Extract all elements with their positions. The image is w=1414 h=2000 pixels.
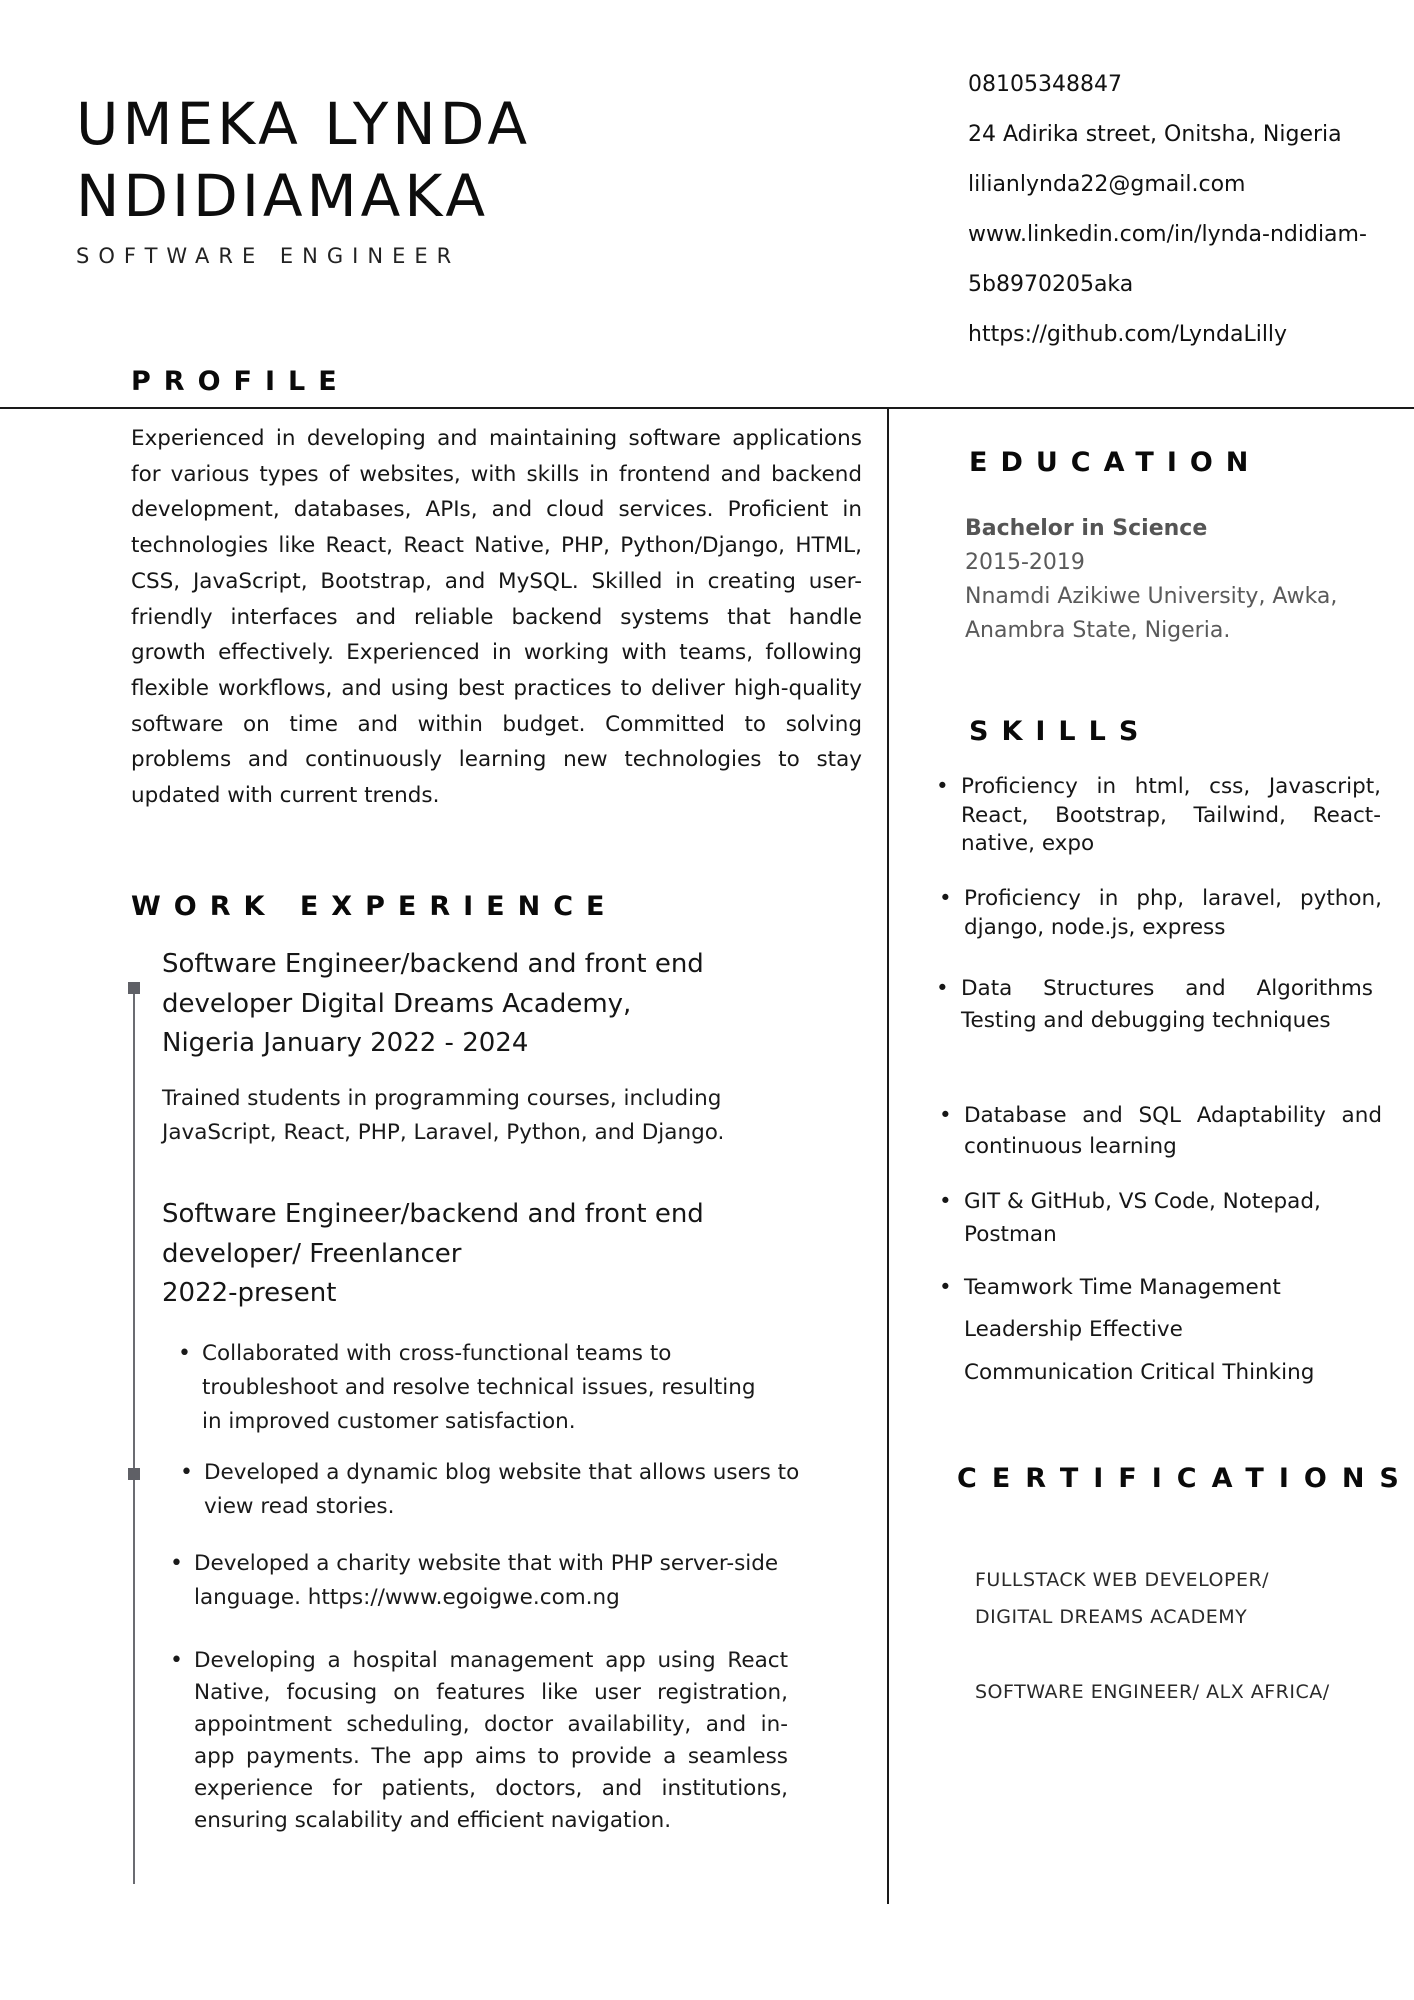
bullet-icon: • (939, 1103, 952, 1128)
phone-number: 08105348847 (968, 72, 1122, 97)
bullet-text: Collaborated with cross-functional teams to troubleshoot and resolve technical issues, resulting in improved customer satisfaction. (202, 1341, 756, 1434)
bullet-icon: • (170, 1648, 183, 1673)
skills-heading: SKILLS (969, 716, 1152, 747)
skill-text: Teamwork Time Management Leadership Effective Communication Critical Thinking (964, 1275, 1315, 1385)
job-1-title (162, 945, 802, 1064)
education-entry (965, 512, 1337, 648)
skill-text: Database and SQL Adaptability and continuous learning (964, 1103, 1382, 1159)
skill-text: GIT & GitHub, VS Code, Notepad, Postman (964, 1189, 1321, 1247)
bullet-text: Developed a dynamic blog website that allows users to view read stories. (204, 1460, 800, 1519)
certification-item (975, 1674, 1330, 1711)
horizontal-divider (0, 407, 1414, 409)
bullet-text: Developing a hospital management app using React Native, focusing on features like user registration, appointment scheduling, doctor availability, and in-app payments. The app aims to provide a seamless experience for patients, doctors, and institutions, ensuring scalability and efficient navigation. (194, 1648, 788, 1833)
profile-summary: Experienced in developing and maintaining software applications for various types of websites, with skills in frontend and backend development, databases, APIs, and cloud services. Proficient in technologies like React, React Native, PHP, Python/Django, HTML, CSS, JavaScript, Bootstrap, and MySQL. Skilled in creating user-friendly interfaces and reliable backend systems that handle growth effectively. Experienced in working with teams, following flexible workflows, and using best practices to deliver high-quality software on time and within budget. Committed to solving problems and continuously learning new technologies to stay updated with current trends. (131, 426, 862, 809)
bullet-icon: • (178, 1341, 191, 1366)
school-line-2: Anambra State, Nigeria. (965, 618, 1231, 643)
timeline-marker-icon (128, 982, 140, 994)
bullet-icon: • (936, 976, 949, 1001)
skill-item (939, 1267, 1354, 1394)
name-line-2: NDIDIAMAKA (76, 162, 490, 230)
job-2-title-line: Software Engineer/backend and front end (162, 1199, 704, 1229)
job-2-bullet (170, 1547, 834, 1615)
certification-line: DIGITAL DREAMS ACADEMY (975, 1606, 1248, 1628)
education-years: 2015-2019 (965, 550, 1085, 575)
skill-item (939, 885, 1382, 942)
job-1-title-line: Software Engineer/backend and front end (162, 949, 704, 979)
skill-text: Proficiency in php, laravel, python, django, node.js, express (964, 886, 1382, 940)
bullet-icon: • (936, 774, 949, 799)
skill-item (939, 1100, 1382, 1162)
degree: Bachelor in Science (965, 516, 1208, 541)
job-2-bullet (178, 1337, 762, 1439)
job-2-title (162, 1195, 802, 1314)
certification-line: SOFTWARE ENGINEER/ ALX AFRICA/ (975, 1681, 1330, 1703)
skill-text: Proficiency in html, css, Javascript, React, Bootstrap, Tailwind, React-native, expo (961, 774, 1381, 856)
skill-text: Data Structures and Algorithms Testing and debugging techniques (961, 976, 1373, 1033)
bullet-icon: • (170, 1551, 183, 1576)
job-1-title-line: developer Digital Dreams Academy, (162, 988, 632, 1019)
job-1-description: Trained students in programming courses, including JavaScript, React, PHP, Laravel, Python, and Django. (162, 1086, 725, 1145)
certification-line: FULLSTACK WEB DEVELOPER/ (975, 1569, 1270, 1591)
work-experience-heading: WORK EXPERIENCE (131, 891, 618, 922)
name-line-1: UMEKA LYNDA (76, 90, 532, 158)
bullet-icon: • (939, 1189, 952, 1214)
bullet-icon: • (180, 1460, 193, 1485)
education-heading: EDUCATION (969, 447, 1262, 478)
skill-item (939, 1185, 1374, 1251)
job-title-subtitle: SOFTWARE ENGINEER (76, 244, 461, 268)
github-link[interactable]: https://github.com/LyndaLilly (968, 322, 1288, 347)
linkedin-link-line1[interactable]: www.linkedin.com/in/lynda-ndidiam- (968, 222, 1367, 247)
bullet-icon: • (939, 1275, 952, 1300)
certifications-heading: CERTIFICATIONS (957, 1463, 1414, 1494)
timeline-marker-icon (128, 1468, 140, 1480)
address: 24 Adirika street, Onitsha, Nigeria (968, 122, 1342, 147)
column-divider (887, 408, 889, 1904)
job-2-title-line: 2022-present (162, 1278, 337, 1309)
job-1-title-line: Nigeria January 2022 - 2024 (162, 1028, 529, 1059)
timeline-line (133, 986, 135, 1884)
linkedin-link-line2[interactable]: 5b8970205aka (968, 272, 1134, 297)
candidate-name (76, 88, 531, 232)
email-link[interactable]: lilianlynda22@gmail.com (968, 172, 1246, 197)
skill-item (936, 973, 1373, 1037)
contact-block (968, 68, 1367, 368)
bullet-icon: • (939, 886, 952, 911)
skill-item (936, 773, 1381, 859)
profile-heading: PROFILE (131, 366, 350, 397)
job-2-title-line: developer/ Freenlancer (162, 1238, 462, 1269)
job-2-bullet (170, 1645, 788, 1836)
bullet-text: Developed a charity website that with PHP server-side language. https://www.egoigwe.com.ng (194, 1551, 779, 1610)
job-2-bullet (180, 1456, 804, 1524)
school-line-1: Nnamdi Azikiwe University, Awka, (965, 584, 1338, 609)
certification-item (975, 1562, 1269, 1636)
